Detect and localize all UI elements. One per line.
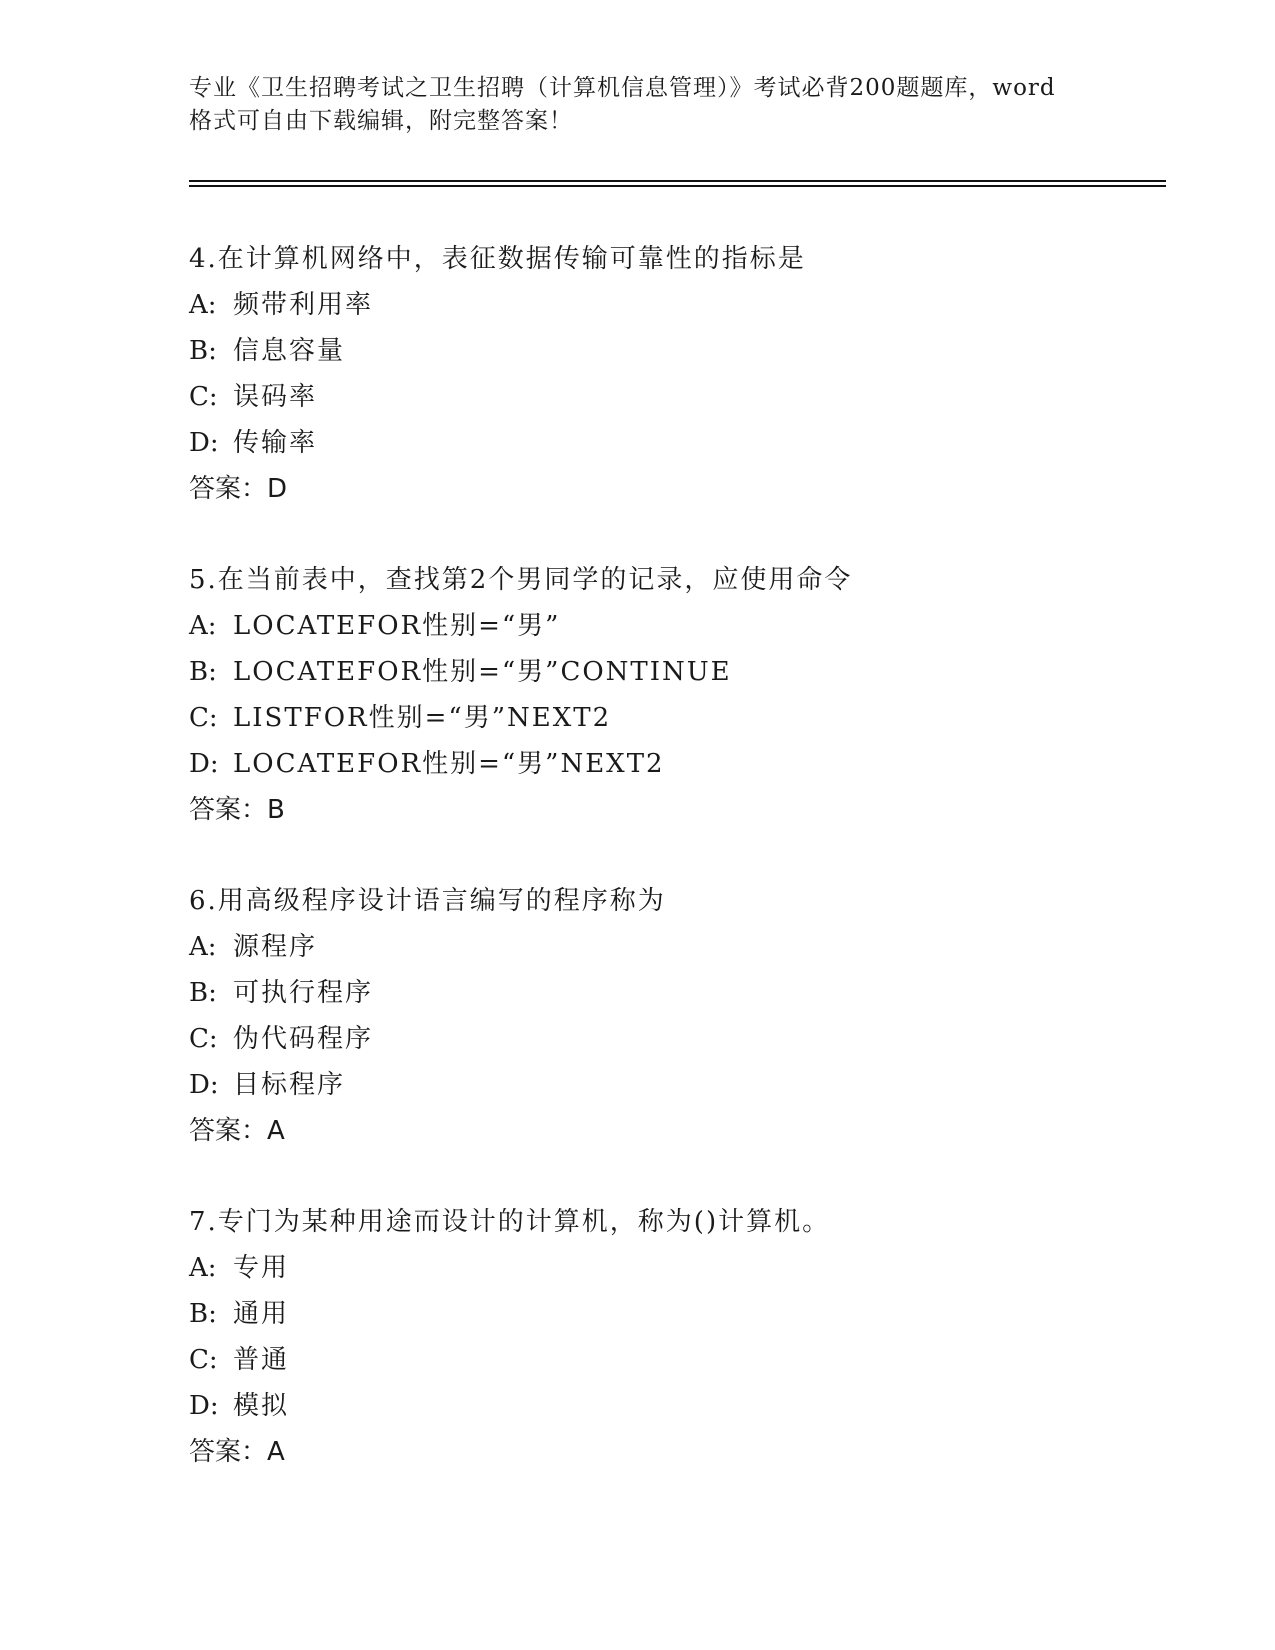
question-5: [189, 557, 1169, 833]
option-key: C:: [189, 1024, 218, 1054]
option-a: [189, 924, 1169, 970]
option-c: [189, 695, 1169, 741]
option-c: [189, 374, 1169, 420]
header-divider-top: [189, 180, 1166, 182]
option-text: LOCATEFOR性别=“男”CONTINUE: [233, 657, 732, 687]
option-key: C:: [189, 382, 218, 412]
answer-line: 答案：A: [189, 1116, 285, 1146]
option-d: [189, 741, 1169, 787]
option-b: [189, 328, 1169, 374]
option-text: LOCATEFOR性别=“男”NEXT2: [233, 749, 665, 779]
option-text: 源程序: [233, 932, 318, 962]
header-divider-bottom: [189, 185, 1166, 187]
option-key: B:: [189, 657, 217, 687]
option-text: 频带利用率: [233, 290, 374, 320]
option-text: 专用: [233, 1253, 290, 1283]
option-b: [189, 970, 1169, 1016]
question-text: 5.在当前表中，查找第2个男同学的记录，应使用命令: [189, 565, 853, 595]
option-key: D:: [189, 1391, 219, 1421]
option-a: [189, 603, 1169, 649]
answer-line: 答案：D: [189, 474, 288, 504]
option-key: B:: [189, 978, 217, 1008]
question-4: [189, 236, 1169, 512]
answer-line: 答案：A: [189, 1437, 285, 1467]
option-key: A:: [189, 290, 217, 320]
option-text: LISTFOR性别=“男”NEXT2: [233, 703, 612, 733]
header-title-line-2: 格式可自由下载编辑，附完整答案！: [189, 108, 573, 134]
option-key: C:: [189, 703, 218, 733]
option-d: [189, 1383, 1169, 1429]
option-b: [189, 1291, 1169, 1337]
option-text: 模拟: [233, 1391, 290, 1421]
option-key: C:: [189, 1345, 218, 1375]
option-a: [189, 1245, 1169, 1291]
option-text: 可执行程序: [233, 978, 374, 1008]
question-text: 6.用高级程序设计语言编写的程序称为: [189, 886, 666, 916]
option-text: 通用: [233, 1299, 290, 1329]
option-key: D:: [189, 1070, 219, 1100]
option-a: [189, 282, 1169, 328]
option-key: B:: [189, 336, 217, 366]
option-d: [189, 420, 1169, 466]
option-key: A:: [189, 932, 217, 962]
option-text: 目标程序: [233, 1070, 346, 1100]
option-key: D:: [189, 428, 219, 458]
answer-line: 答案：B: [189, 795, 285, 825]
header-title-line-1: 专业《卫生招聘考试之卫生招聘（计算机信息管理）》考试必背200题题库，word: [189, 75, 1056, 101]
option-key: A:: [189, 1253, 217, 1283]
option-text: 普通: [233, 1345, 290, 1375]
option-d: [189, 1062, 1169, 1108]
option-key: B:: [189, 1299, 217, 1329]
option-text: 信息容量: [233, 336, 346, 366]
option-text: 伪代码程序: [233, 1024, 374, 1054]
option-b: [189, 649, 1169, 695]
option-text: LOCATEFOR性别=“男”: [233, 611, 561, 641]
question-text: 4.在计算机网络中，表征数据传输可靠性的指标是: [189, 244, 806, 274]
question-6: [189, 878, 1169, 1154]
option-c: [189, 1016, 1169, 1062]
option-text: 传输率: [233, 428, 318, 458]
document-header: [189, 72, 1109, 138]
option-text: 误码率: [233, 382, 318, 412]
option-key: D:: [189, 749, 219, 779]
option-c: [189, 1337, 1169, 1383]
question-text: 7.专门为某种用途而设计的计算机，称为()计算机。: [189, 1207, 831, 1237]
option-key: A:: [189, 611, 217, 641]
question-7: [189, 1199, 1169, 1475]
